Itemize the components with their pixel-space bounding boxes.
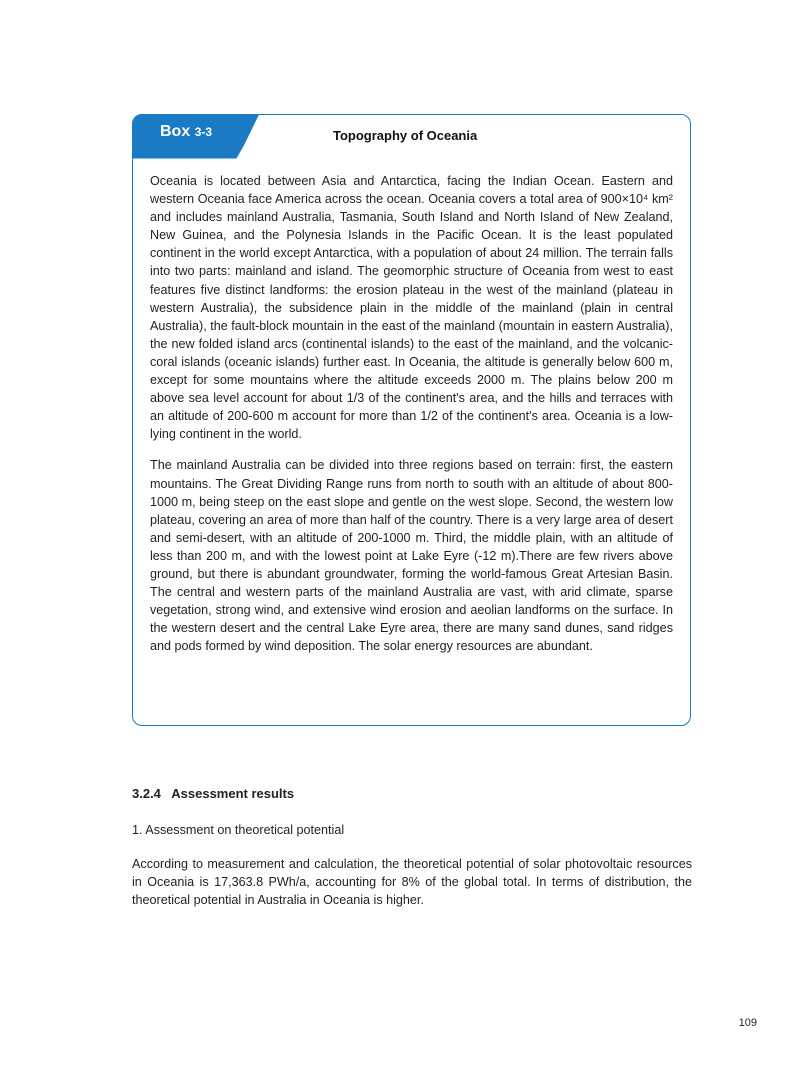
section-subheading: 1. Assessment on theoretical potential [132,823,345,837]
box-paragraph: Oceania is located between Asia and Antarctica, facing the Indian Ocean. Eastern and western Oceania face America across the ocean. Oceania covers a total area of 900×10⁴ km² and includes mainland Australia, Tasmania, South Island and North Island of New Zealand, New Guinea, and the Polynesia Islands in the Pacific Ocean. It is the least populated continent in the world except Antarctica, with a population of about 24 million. The terrain falls into two parts: mainland and island. The geomorphic structure of Oceania from west to east features five distinct landforms: the erosion plateau in the west of the mainland (plateau in western Australia), the subsidence plain in the middle of the mainland (plain in central Australia), the fault-block mountain in the east of the mainland (mountain in eastern Australia), the new folded island arcs (continental islands) to the east of the mainland, and the volcanic-coral islands (oceanic islands) further east. In Oceania, the altitude is generally below 600 m, except for some mountains where the altitude exceeds 2000 m. The plains below 200 m above sea level account for about 1/3 of the continent's area, and the hills and terraces with an altitude of 200-600 m account for more than 1/2 of the continent's area. Oceania is a low-lying continent in the world. [150,174,673,442]
box-label-text: Box [160,123,191,140]
box-title: Topography of Oceania [333,128,478,143]
box-label [160,123,212,141]
box-3-3 [132,114,691,726]
section-heading: 3.2.4 Assessment results [132,786,295,801]
box-paragraph: The mainland Australia can be divided into three regions based on terrain: first, the eastern mountains. The Great Dividing Range runs from north to south with an altitude of about 800-1000 m, being steep on the east slope and gentle on the west slope. Second, the western low plateau, covering an area of more than half of the country. There is a very large area of desert and semi-desert, with an altitude of 200-1000 m. Third, the middle plain, with an altitude of less than 200 m, and with the lowest point at Lake Eyre (-12 m).There are few rivers above ground, but there is abundant groundwater, forming the world-famous Great Artesian Basin. The central and western parts of the mainland Australia are vast, with arid climate, sparse vegetation, strong wind, and extensive wind erosion and aeolian landforms on the surface. In the western desert and the central Lake Eyre area, there are many sand dunes, sand ridges and pods formed by wind deposition. The solar energy resources are abundant. [150,458,673,654]
box-body [150,172,673,668]
box-number: 3-3 [194,125,213,139]
page-number: 109 [738,1017,757,1029]
section-paragraph: According to measurement and calculation, the theoretical potential of solar photovoltaic resources in Oceania is 17,363.8 PWh/a, accounting for 8% of the global total. In terms of distribution, the theoretical potential in Australia in Oceania is higher. [132,857,692,907]
